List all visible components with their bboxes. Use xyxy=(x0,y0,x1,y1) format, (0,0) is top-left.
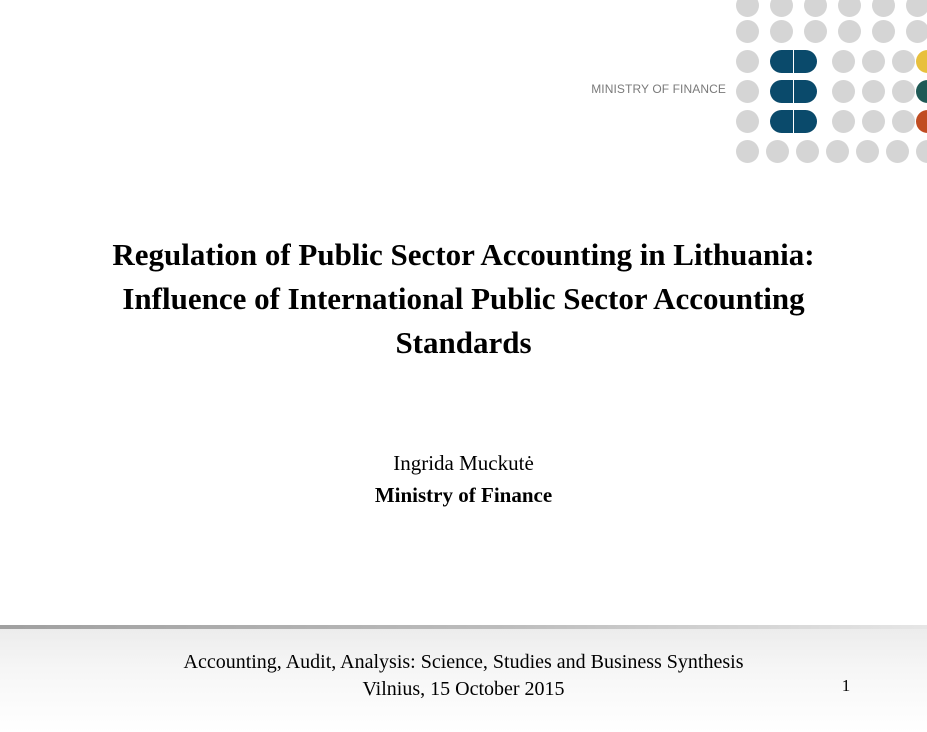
logo-dot xyxy=(832,80,855,103)
logo-dot xyxy=(766,140,789,163)
author-affiliation: Ministry of Finance xyxy=(374,483,553,507)
logo-dot xyxy=(736,20,759,43)
slide-title-line: Influence of International Public Sector Accounting xyxy=(122,281,805,316)
logo-dot xyxy=(826,140,849,163)
conference-name: Accounting, Audit, Analysis: Science, Studies and Business Synthesis xyxy=(183,651,744,673)
logo-dot-blue xyxy=(794,80,817,103)
logo-dot xyxy=(796,140,819,163)
logo-dot xyxy=(770,0,793,17)
slide-title-line: Regulation of Public Sector Accounting in Lithuania: xyxy=(112,237,815,272)
logo-dot xyxy=(892,80,915,103)
slide-title xyxy=(30,233,897,365)
logo-dot xyxy=(804,0,827,17)
logo-dot xyxy=(856,140,879,163)
logo-dot xyxy=(838,0,861,17)
logo-dot xyxy=(736,50,759,73)
logo-dot-blue xyxy=(794,50,817,73)
ministry-header-label: MINISTRY OF FINANCE xyxy=(591,82,726,96)
logo-dot xyxy=(838,20,861,43)
logo-dot xyxy=(736,110,759,133)
logo-dot xyxy=(906,20,927,43)
logo-dot xyxy=(862,50,885,73)
logo-dot-teal xyxy=(916,80,927,103)
logo-dot-blue xyxy=(770,50,793,73)
logo-dot xyxy=(872,0,895,17)
logo-dot-blue xyxy=(770,80,793,103)
logo-dot xyxy=(736,0,759,17)
logo-dot xyxy=(892,110,915,133)
logo-dot xyxy=(892,50,915,73)
logo-dot xyxy=(832,110,855,133)
logo-dot-blue xyxy=(770,110,793,133)
slide-title-line: Standards xyxy=(395,325,532,360)
footer-divider xyxy=(0,625,927,629)
logo-dot xyxy=(832,50,855,73)
logo-dot xyxy=(770,20,793,43)
ministry-logo-dots xyxy=(736,0,927,164)
author-name: Ingrida Muckutė xyxy=(393,451,534,475)
logo-dot xyxy=(862,110,885,133)
logo-dot-orange xyxy=(916,110,927,133)
logo-dot xyxy=(736,140,759,163)
conference-location-date: Vilnius, 15 October 2015 xyxy=(362,678,565,700)
logo-dot xyxy=(916,140,927,163)
logo-dot xyxy=(804,20,827,43)
logo-dot-blue xyxy=(794,110,817,133)
logo-dot xyxy=(862,80,885,103)
logo-dot xyxy=(872,20,895,43)
page-number: 1 xyxy=(841,676,851,695)
footer-text xyxy=(0,649,927,703)
logo-dot-yellow xyxy=(916,50,927,73)
logo-dot xyxy=(886,140,909,163)
logo-dot xyxy=(736,80,759,103)
logo-dot xyxy=(906,0,927,17)
